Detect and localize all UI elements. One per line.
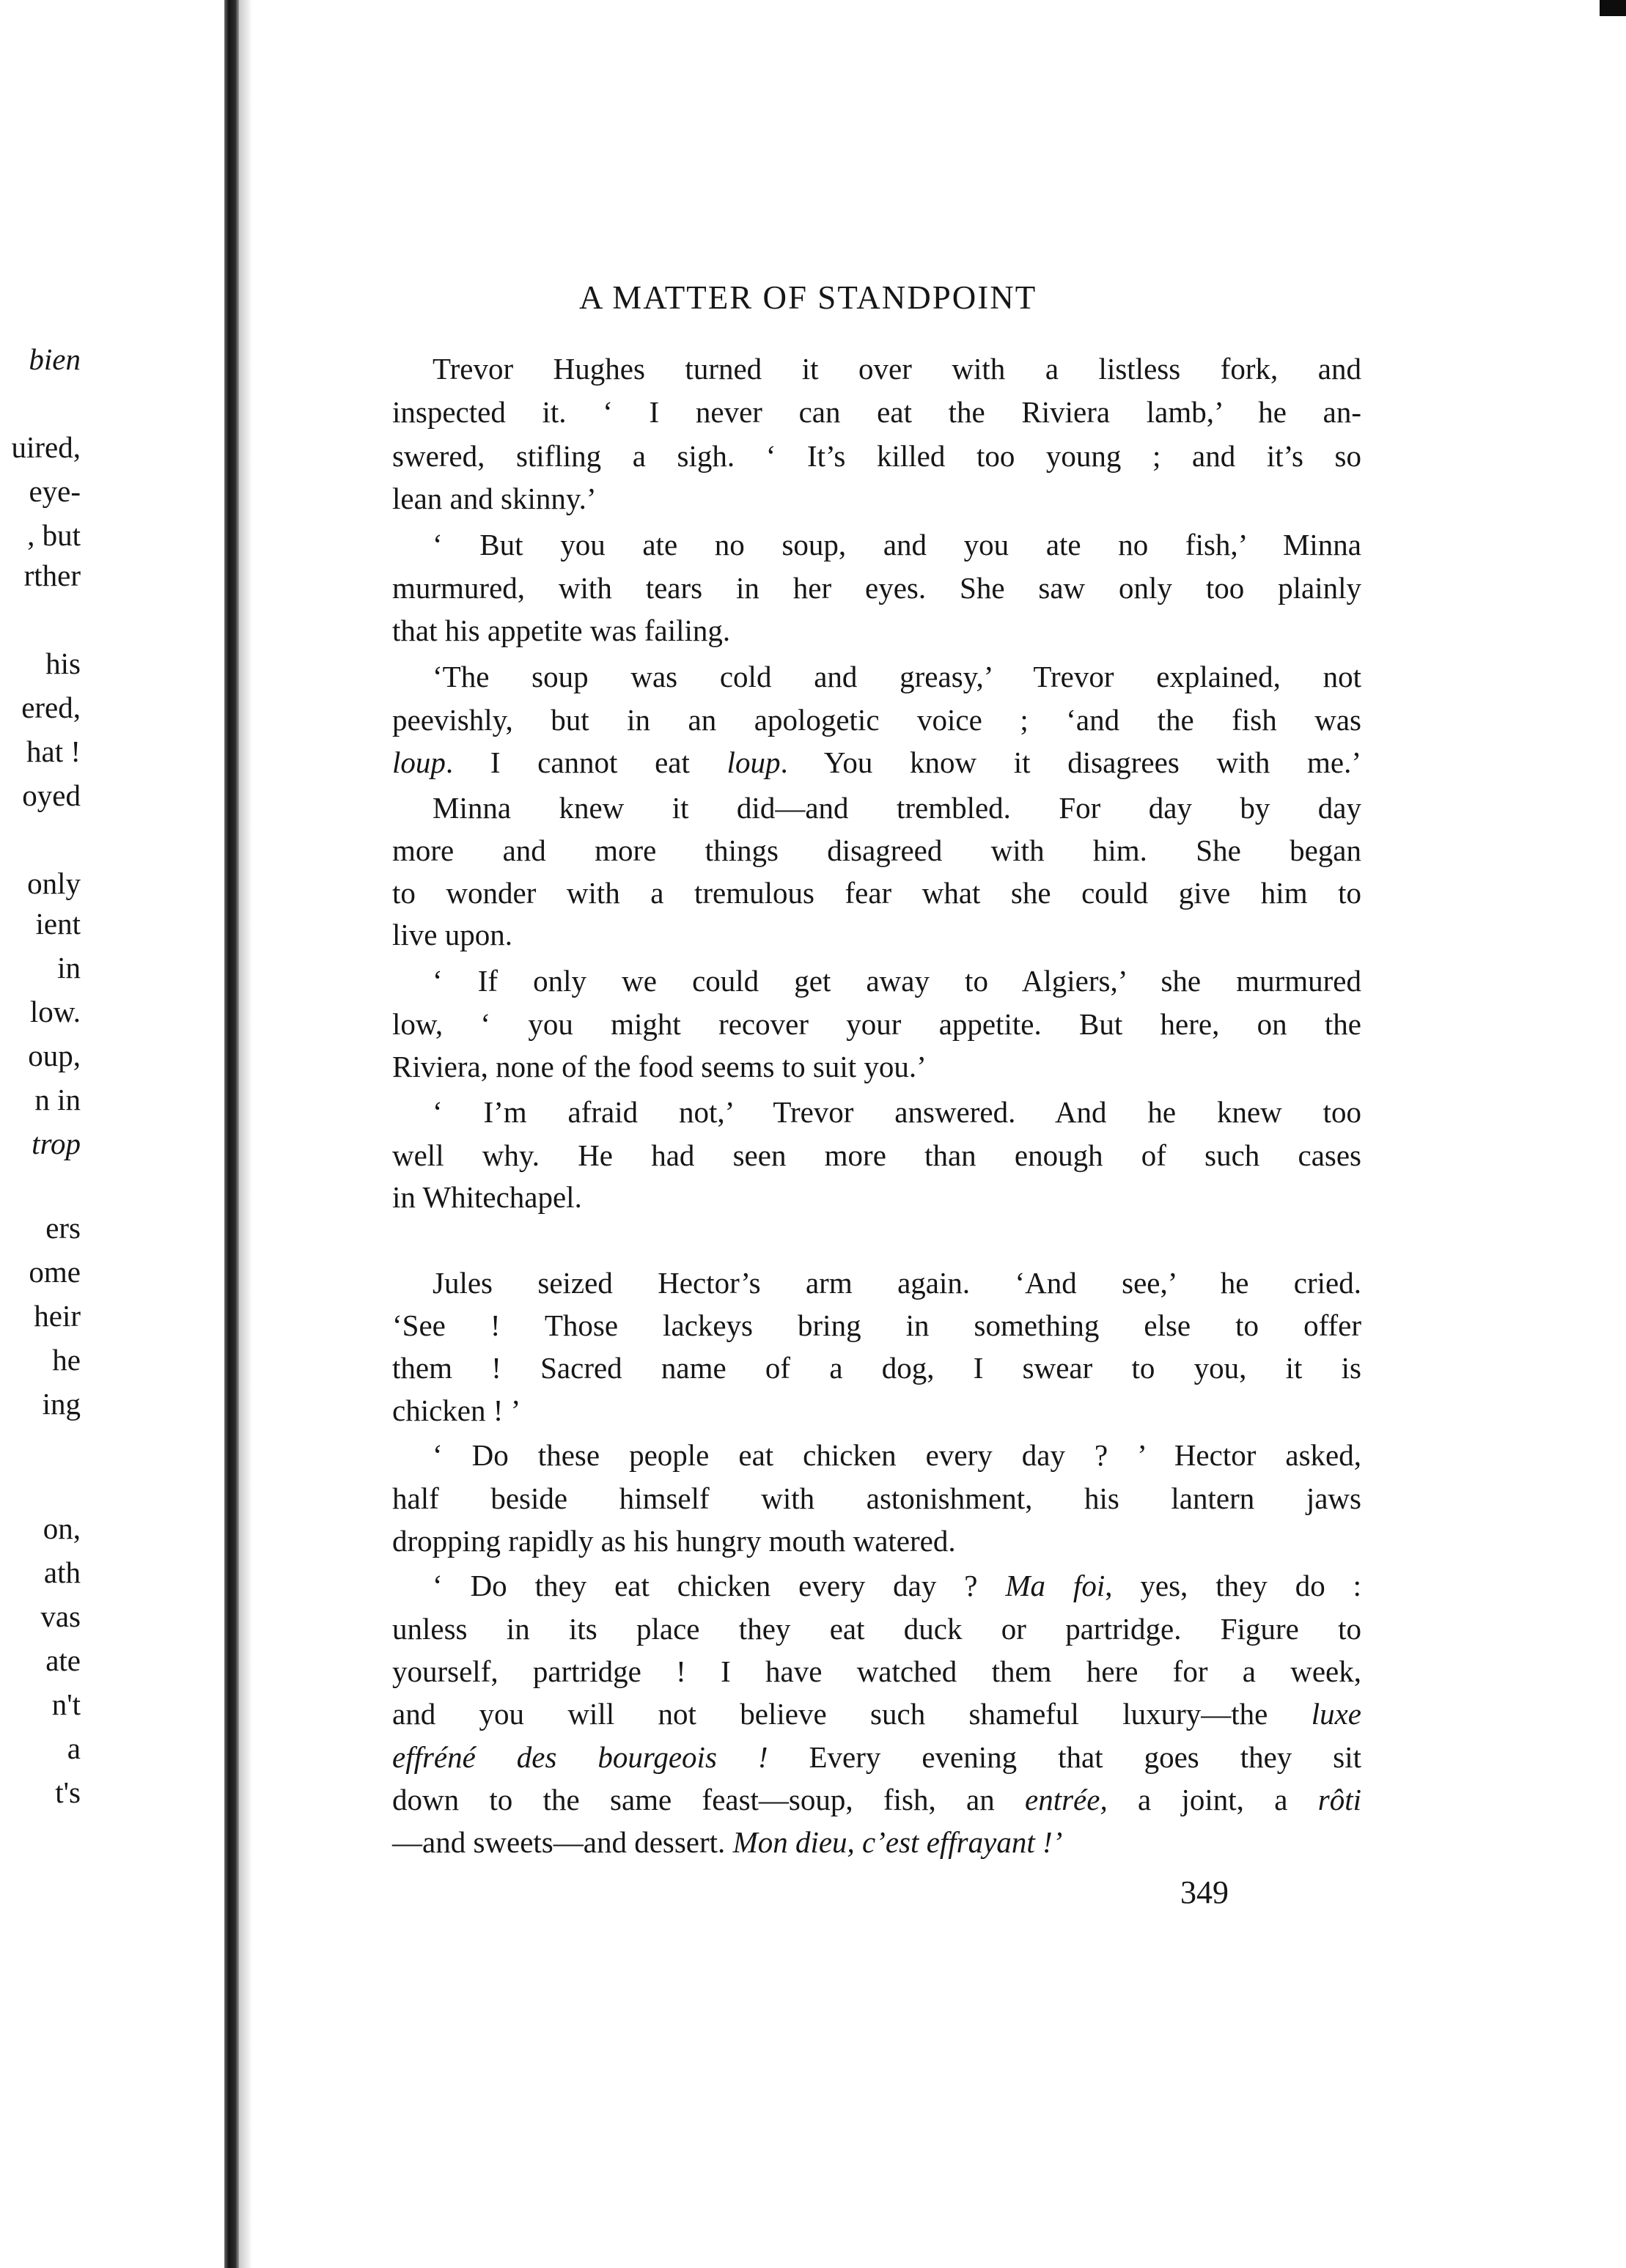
page-number: 349 — [1180, 1874, 1229, 1910]
text-line: Riviera, none of the food seems to suit you.’ — [392, 1050, 927, 1083]
left-page-line: hat ! — [26, 734, 81, 768]
text-line: Jules seized Hector’s arm again. ‘And see,’ he cried. — [433, 1266, 1361, 1300]
left-page-line: rther — [23, 559, 81, 592]
left-page-line: a — [67, 1731, 81, 1765]
left-page-line: n in — [34, 1083, 81, 1116]
page-title: A MATTER OF STANDPOINT — [579, 279, 1037, 316]
left-page-line: only — [27, 866, 81, 900]
text-line: ‘See ! Those lackeys bring in something else to offer — [392, 1308, 1361, 1342]
text-line: and you will not believe such shameful luxury—the luxe — [392, 1697, 1361, 1731]
text-line: more and more things disagreed with him. She began — [392, 833, 1361, 867]
text-line: chicken ! ’ — [392, 1393, 521, 1427]
text-line: low, ‘ you might recover your appetite. But here, on the — [392, 1007, 1361, 1041]
text-line: ‘ Do these people eat chicken every day ? ’ Hector asked, — [433, 1438, 1361, 1472]
text-line: in Whitechapel. — [392, 1180, 582, 1214]
left-page-line: ath — [43, 1555, 81, 1589]
left-page-line: ers — [45, 1211, 81, 1245]
text-line: unless in its place they eat duck or partridge. Figure to — [392, 1612, 1361, 1646]
gutter-shadow — [239, 0, 252, 2268]
text-line: ‘ Do they eat chicken every day ? Ma foi, yes, they do : — [433, 1569, 1361, 1602]
left-page-line: ome — [29, 1255, 81, 1289]
left-page-line: low. — [29, 995, 81, 1028]
text-line: dropping rapidly as his hungry mouth watered. — [392, 1524, 956, 1558]
text-line: ‘The soup was cold and greasy,’ Trevor explained, not — [433, 660, 1361, 693]
text-line: well why. He had seen more than enough of such cases — [392, 1138, 1361, 1172]
facing-page-fragment — [0, 0, 220, 2268]
text-line: that his appetite was failing. — [392, 614, 731, 647]
book-gutter — [224, 0, 239, 2268]
text-line: Minna knew it did—and trembled. For day by day — [433, 791, 1361, 825]
text-line: them ! Sacred name of a dog, I swear to you, it is — [392, 1351, 1361, 1385]
text-line: live upon. — [392, 918, 512, 951]
left-page-line: heir — [34, 1299, 81, 1333]
text-line: Trevor Hughes turned it over with a listless fork, and — [433, 352, 1361, 386]
text-line: inspected it. ‘ I never can eat the Riviera lamb,’ he an- — [392, 395, 1361, 429]
left-page-line: in — [57, 951, 81, 984]
left-page-line: his — [45, 647, 81, 680]
text-line: swered, stifling a sigh. ‘ It’s killed too young ; and it’s so — [392, 439, 1361, 473]
text-line: loup. I cannot eat loup. You know it disagrees with me.’ — [392, 745, 1361, 779]
left-page-line: ient — [35, 907, 81, 940]
left-page-line: eye- — [29, 474, 81, 508]
left-page-line: bien — [29, 342, 81, 376]
left-page-line: , but — [27, 518, 81, 552]
left-page-line: he — [52, 1343, 81, 1377]
text-line: down to the same feast—soup, fish, an entrée, a joint, a rôti — [392, 1783, 1361, 1816]
text-line: ‘ I’m afraid not,’ Trevor answered. And he knew too — [433, 1095, 1361, 1129]
left-page-line: oyed — [22, 778, 81, 812]
text-line: ‘ If only we could get away to Algiers,’ she murmured — [433, 964, 1361, 998]
left-page-line: uired, — [11, 430, 81, 464]
left-page-line: n't — [51, 1687, 81, 1721]
left-page-line: ate — [45, 1643, 81, 1677]
text-line: yourself, partridge ! I have watched them here for a week, — [392, 1654, 1361, 1688]
left-page-line: trop — [32, 1127, 81, 1160]
text-line: effréné des bourgeois ! Every evening that goes they sit — [392, 1740, 1361, 1774]
left-page-line: vas — [40, 1599, 81, 1633]
left-page-line: oup, — [28, 1039, 81, 1072]
left-page-line: ing — [42, 1387, 81, 1421]
left-page-line: ered, — [21, 691, 81, 724]
left-page-line: on, — [43, 1512, 81, 1545]
left-page-line: t's — [55, 1775, 81, 1809]
text-line: murmured, with tears in her eyes. She saw only too plainly — [392, 571, 1361, 605]
scan-edge — [1600, 0, 1626, 16]
text-line: to wonder with a tremulous fear what she could give him to — [392, 876, 1361, 910]
text-line: half beside himself with astonishment, his lantern jaws — [392, 1481, 1361, 1515]
text-line: peevishly, but in an apologetic voice ; ‘and the fish was — [392, 703, 1361, 737]
text-line: ‘ But you ate no soup, and you ate no fish,’ Minna — [433, 528, 1361, 562]
text-line: lean and skinny.’ — [392, 482, 597, 515]
text-line: —and sweets—and dessert. Mon dieu, c’est effrayant !’ — [392, 1825, 1063, 1859]
